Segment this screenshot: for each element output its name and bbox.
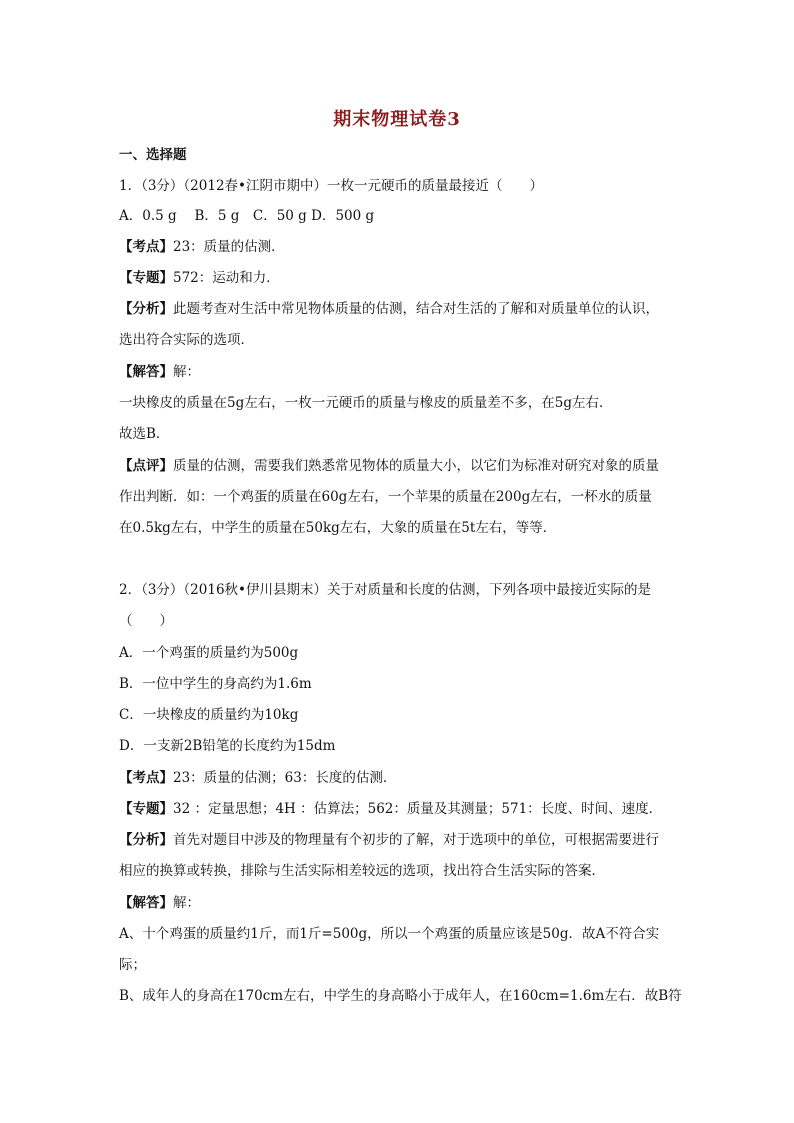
q2-kaodian-label: 【考点】 — [119, 770, 173, 786]
page-title: 期末物理试卷3 — [333, 109, 461, 130]
q2-stem-2: （ ） — [119, 613, 173, 629]
q1-solution-1: 一块橡皮的质量在5g左右，一枚一元硬币的质量与橡皮的质量差不多，在5g左右． — [119, 395, 613, 411]
q1-fenxi-line-2: 选出符合实际的选项． — [119, 332, 254, 348]
q1-jieda-text: 解： — [173, 364, 200, 380]
q1-stem: 1．（3分）（2012春•江阴市期中）一枚一元硬币的质量最接近（ ） — [119, 178, 543, 194]
q1-fenxi — [119, 299, 679, 319]
q2-kaodian — [119, 768, 679, 788]
q1-dianping-line-2: 作出判断．如：一个鸡蛋的质量在60g左右，一个苹果的质量在200g左右，一杯水的质量 — [119, 489, 652, 505]
q1-solution-2: 故选B． — [119, 426, 170, 442]
q2-stem-1: 2．（3分）（2016秋•伊川县期末）关于对质量和长度的估测，下列各项中最接近实际的是 — [119, 582, 651, 598]
q2-fenxi-line-2: 相应的换算或转换，排除与生活实际相差较远的选项，找出符合生活实际的答案． — [119, 863, 605, 879]
q2-jieda — [119, 893, 679, 913]
q2-option-b: B．一位中学生的身高约为1.6m — [119, 676, 312, 692]
q2-fenxi-label: 【分析】 — [119, 832, 173, 848]
q1-dianping-line-3: 在0.5kg左右，中学生的质量在50kg左右，大象的质量在5t左右，等等． — [119, 520, 557, 536]
q2-fenxi-text-1: 首先对题目中涉及的物理量有个初步的了解，对于选项中的单位，可根据需要进行 — [173, 832, 659, 848]
q2-solution-b-1: B、成年人的身高在170cm左右，中学生的身高略小于成年人，在160cm=1.6m左右．故B符 — [119, 988, 682, 1004]
q1-dianping-label: 【点评】 — [119, 458, 173, 474]
q1-dianping — [119, 456, 679, 476]
q2-zhuanti — [119, 799, 679, 819]
section-heading: 一、选择题 — [119, 147, 187, 163]
q2-solution-a-1: A、十个鸡蛋的质量约1斤，而1斤=500g，所以一个鸡蛋的质量应该是50g．故A不符合实 — [119, 926, 660, 942]
q2-zhuanti-label: 【专题】 — [119, 801, 173, 817]
q2-option-c: C．一块橡皮的质量约为10kg — [119, 707, 299, 723]
q1-dianping-text-1: 质量的估测，需要我们熟悉常见物体的质量大小，以它们为标准对研究对象的质量 — [173, 458, 659, 474]
q1-jieda-label: 【解答】 — [119, 364, 173, 380]
q2-jieda-text: 解： — [173, 895, 200, 911]
q1-zhuanti — [119, 268, 679, 288]
q2-zhuanti-text: 32 ：定量思想；4H ：估算法；562：质量及其测量；571：长度、时间、速度． — [173, 801, 663, 817]
q1-fenxi-label: 【分析】 — [119, 301, 173, 317]
q2-fenxi — [119, 830, 679, 850]
q1-fenxi-text-1: 此题考查对生活中常见物体质量的估测，结合对生活的了解和对质量单位的认识， — [173, 301, 659, 317]
q2-option-d: D．一支新2B铅笔的长度约为15dm — [119, 738, 336, 754]
q1-options: A．0.5 g B．5 g C．50 g D．500 g — [119, 208, 375, 224]
q1-jieda — [119, 362, 679, 382]
q1-kaodian — [119, 237, 679, 257]
q1-kaodian-text: 23：质量的估测． — [173, 239, 285, 255]
q2-solution-a-2: 际； — [119, 957, 146, 973]
q2-kaodian-text: 23：质量的估测；63：长度的估测． — [173, 770, 397, 786]
q1-zhuanti-text: 572：运动和力． — [173, 270, 280, 286]
q1-kaodian-label: 【考点】 — [119, 239, 173, 255]
q2-option-a: A．一个鸡蛋的质量约为500g — [119, 645, 299, 661]
q2-jieda-label: 【解答】 — [119, 895, 173, 911]
q1-zhuanti-label: 【专题】 — [119, 270, 173, 286]
